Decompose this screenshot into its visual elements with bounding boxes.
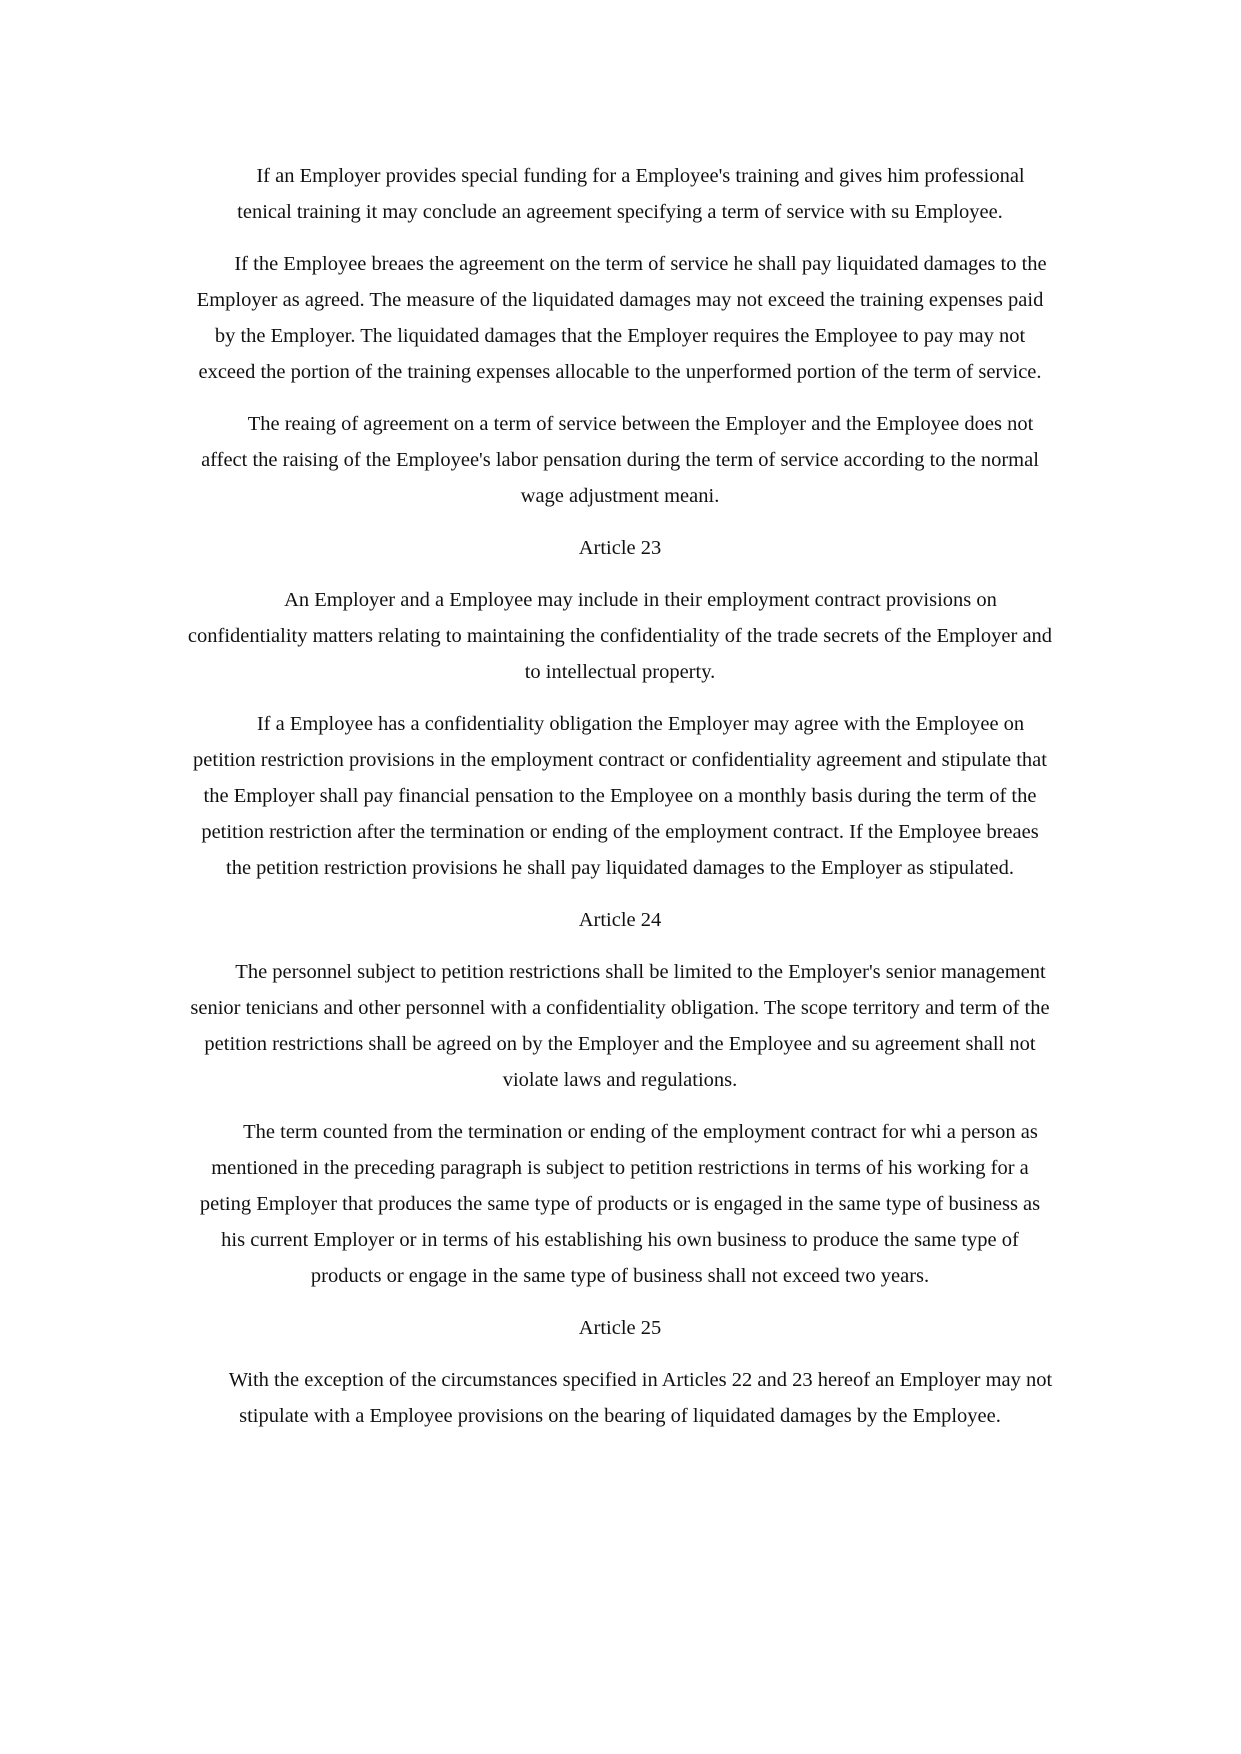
article-25-heading: Article 25 [578,1317,662,1339]
paragraph-petition-restriction: If a Employee has a confidentiality obligation the Employer may agree with the Employee on petition restriction provisions in the employment contract or confidentiality agreement and stipulate that the Employer shall pay financial pensation to the Employee on a monthly basis during the term of the petition restriction after the termination or ending of the employment contract. If the Employee breaes the petition restriction provisions he shall pay liquidated damages to the Employer as stipulated. [193,713,1047,879]
article-23-heading: Article 23 [578,537,662,559]
paragraph-exceptions: With the exception of the circumstances specified in Articles 22 and 23 hereof an Employer may not stipulate with a Employee provisions on the bearing of liquidated damages by the Employee. [228,1369,1053,1427]
paragraph-liquidated-damages: If the Employee breaes the agreement on the term of service he shall pay liquidated damages to the Employer as agreed. The measure of the liquidated damages may not exceed the training expenses paid by the Employer. The liquidated damages that the Employer requires the Employee to pay may not exceed the portion of the training expenses allocable to the unperformed portion of the term of service. [196,253,1047,383]
article-24-heading: Article 24 [578,909,662,931]
document-body [187,158,1053,1450]
paragraph-training-agreement: If an Employer provides special funding for a Employee's training and gives him professional tenical training it may conclude an agreement specifying a term of service with su Employee. [237,165,1025,223]
paragraph-wage-adjustment: The reaing of agreement on a term of service between the Employer and the Employee does not affect the raising of the Employee's labor pensation during the term of service according to the normal wage adjustment meani. [201,413,1039,507]
paragraph-restricted-personnel: The personnel subject to petition restrictions shall be limited to the Employer's senior management senior tenicians and other personnel with a confidentiality obligation. The scope territory and term of the petition restrictions shall be agreed on by the Employer and the Employee and su agreement shall not violate laws and regulations. [190,961,1050,1091]
paragraph-restriction-term: The term counted from the termination or ending of the employment contract for whi a person as mentioned in the preceding paragraph is subject to petition restrictions in terms of his working for a peting Employer that produces the same type of products or is engaged in the same type of business as his current Employer or in terms of his establishing his own business to produce the same type of products or engage in the same type of business shall not exceed two years. [199,1121,1041,1287]
paragraph-confidentiality: An Employer and a Employee may include in their employment contract provisions on confidentiality matters relating to maintaining the confidentiality of the trade secrets of the Employer and to intellectual property. [187,589,1053,683]
